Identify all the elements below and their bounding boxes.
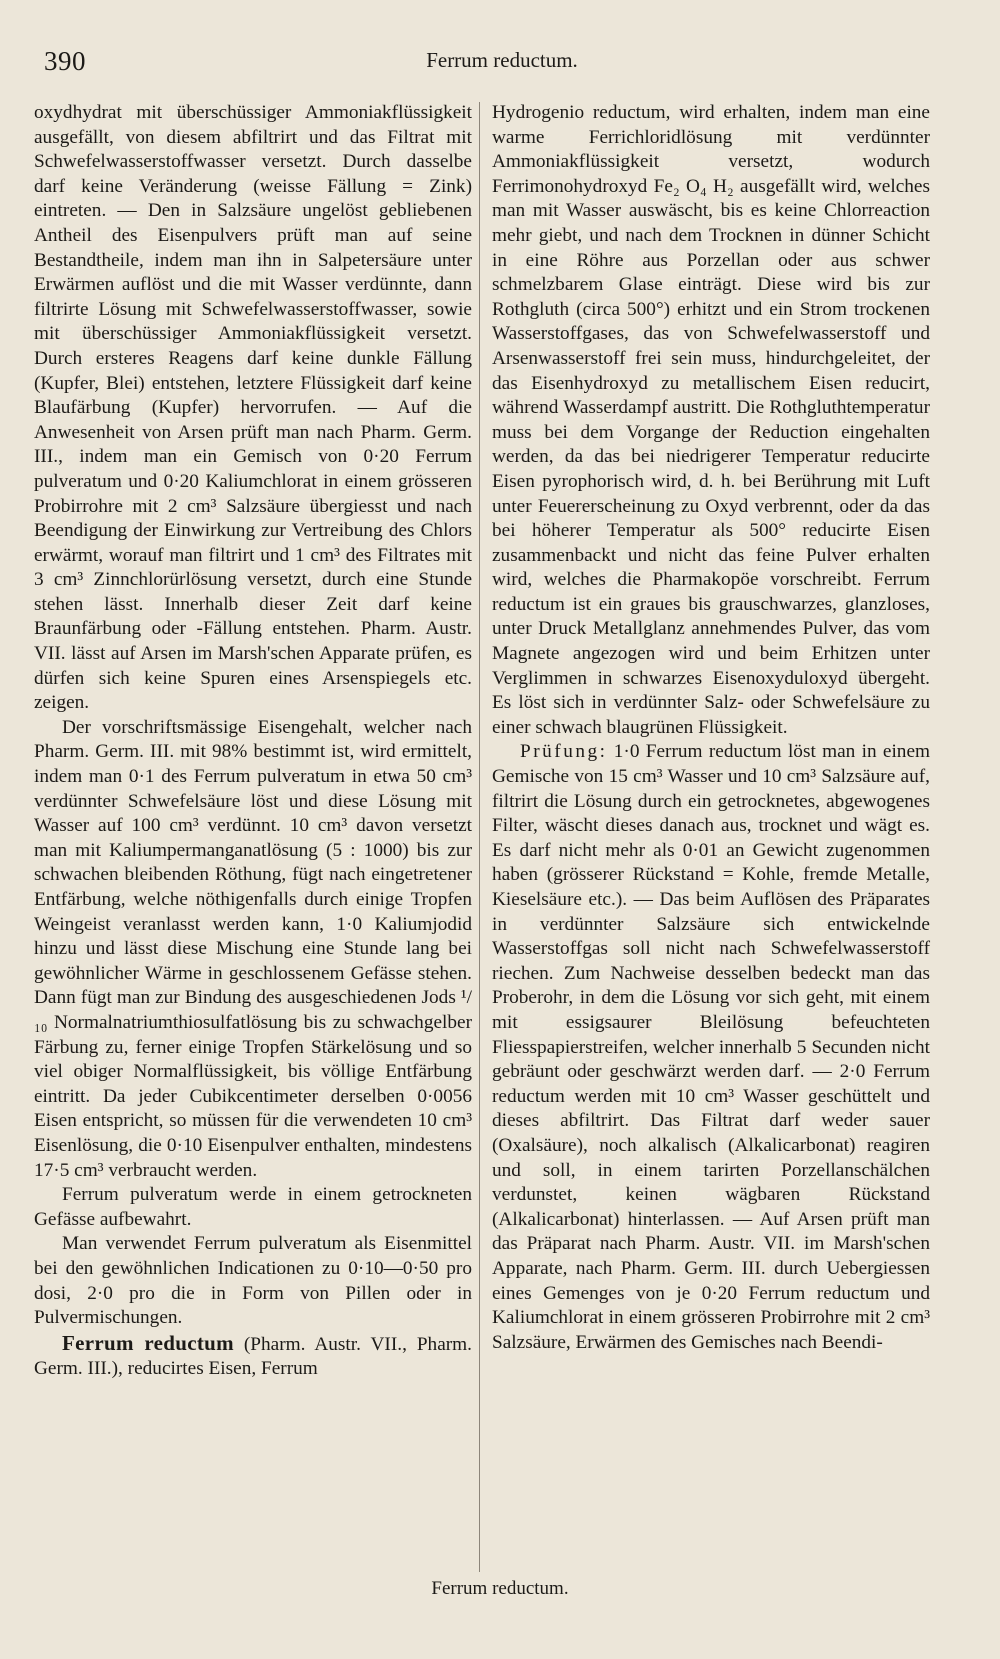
left-paragraph-4: Man verwendet Ferrum pulveratum als Eisenmittel bei den gewöhnlichen Indicationen zu 0·10—0·50 pro dosi, 2·0 pro die in Form von Pillen oder in Pulvermischungen. <box>34 1233 472 1329</box>
left-paragraph-1: oxydhydrat mit überschüssiger Ammoniakflüssigkeit ausgefällt, von diesem abfiltrirt und das Filtrat mit Schwefelwasserstoffwasser versetzt. Durch dasselbe darf keine Veränderung (weisse Fällung = Zink) eintreten. — Den in Salzsäure ungelöst gebliebenen Antheil des Eisenpulvers prüft man auf seine Bestandtheile, indem man ihn in Salpetersäure unter Erwärmen auflöst und die mit Wasser verdünnte, dann filtrirte Lösung mit Schwefelwasserstoffwasser, sowie mit überschüssiger Ammoniakflüssigkeit versetzt. Durch ersteres Reagens darf keine dunkle Fällung (Kupfer, Blei) entstehen, letztere Flüssigkeit darf keine Blaufärbung (Kupfer) hervorrufen. — Auf die Anwesenheit von Arsen prüft man nach Pharm. Germ. III., indem man ein Gemisch von 0·20 Ferrum pulveratum und 0·20 Kaliumchlorat in einem grösseren Probirrohre mit 2 cm³ Salzsäure übergiesst und nach Beendigung der Einwirkung zur Vertreibung des Chlors erwärmt, worauf man filtrirt und 1 cm³ des Filtrates mit 3 cm³ Zinnchlorürlösung versetzt, durch eine Stunde stehen lässt. Innerhalb dieser Zeit darf keine Braunfärbung oder -Fällung entstehen. Pharm. Austr. VII. lässt auf Arsen im Marsh'schen Apparate prüfen, es dürfen sich keine Spuren eines Arsenspiegels etc. zeigen. <box>34 102 472 714</box>
pruefung-label: Prüfung: <box>520 741 608 763</box>
left-column <box>34 101 472 1382</box>
running-head: Ferrum reductum. <box>426 48 578 72</box>
page-number: 390 <box>44 46 86 76</box>
left-paragraph-5-text: (Pharm. Austr. VII., Pharm. Germ. III.), reducirtes Eisen, Ferrum <box>34 1333 472 1380</box>
left-paragraph-2: Der vorschriftsmässige Eisengehalt, welcher nach Pharm. Germ. III. mit 98% bestimmt ist, wird ermittelt, indem man 0·1 des Ferrum pulveratum in etwa 50 cm³ verdünnter Schwefelsäure löst und diese Lösung mit Wasser auf 100 cm³ verdünnt. 10 cm³ davon versetzt man mit Kaliumpermanganatlösung (5 : 1000) bis zur schwachen bleibenden Röthung, fügt nach eingetretener Entfärbung, welche nöthigenfalls durch einige Tropfen Weingeist veranlasst werden kann, 1·0 Kaliumjodid hinzu und lässt diese Mischung eine Stunde lang bei gewöhnlicher Wärme in geschlossenem Gefässe stehen. Dann fügt man zur Bindung des ausgeschiedenen Jods ¹/₁₀ Normalnatriumthiosulfatlösung bis zu schwachgelber Färbung zu, ferner einige Tropfen Stärkelösung und so viel obiger Normalflüssigkeit, bis völlige Entfärbung eintritt. Da jeder Cubikcentimeter derselben 0·0056 Eisen entspricht, so müssen für die verwendeten 10 cm³ Eisenlösung, die 0·10 Eisenpulver enthalten, mindestens 17·5 cm³ verbraucht werden. <box>34 716 472 1181</box>
right-paragraph-1: Hydrogenio reductum, wird erhalten, indem man eine warme Ferrichloridlösung mit verdünnter Ammoniakflüssigkeit versetzt, wodurch Ferrimonohydroxyd Fe₂ O₄ H₂ ausgefällt wird, welches man mit Wasser auswäscht, bis es keine Chlorreaction mehr giebt, und nach dem Trocknen in dünner Schicht in eine Röhre aus Porzellan oder aus schwer schmelzbarem Glase einträgt. Diese wird bis zur Rothgluth (circa 500°) erhitzt und ein Strom trockenen Wasserstoffgases, das von Schwefelwasserstoff und Arsenwasserstoff frei sein muss, hindurchgeleitet, der das Eisenhydroxyd zu metallischem Eisen reducirt, während Wasserdampf austritt. Die Rothgluthtemperatur muss bei dem Vorgange der Reduction eingehalten werden, da das bei niedrigerer Temperatur reducirte Eisen pyrophorisch wird, d. h. bei Berührung mit Luft unter Feuererscheinung zu Oxyd verbrennt, oder da das bei höherer Temperatur als 500° reducirte Eisen zusammenbackt und nicht das feine Pulver erhalten wird, welches die Pharmakopöe vorschreibt. Ferrum reductum ist ein graues bis grauschwarzes, glanzloses, unter Druck Metallglanz annehmendes Pulver, das vom Magnete angezogen wird und beim Erhitzen unter Verglimmen in schwarzes Eisenoxyduloxyd übergeht. Es löst sich in verdünnter Salz- oder Schwefelsäure zu einer schwach blaugrünen Flüssigkeit. <box>492 102 930 738</box>
left-paragraph-5 <box>34 1331 472 1382</box>
column-divider <box>479 102 480 1572</box>
page-header <box>44 38 960 78</box>
right-paragraph-2-text: 1·0 Ferrum reductum löst man in einem Gemische von 15 cm³ Wasser und 10 cm³ Salzsäure auf, filtrirt die Lösung durch ein getrocknetes, abgewogenes Filter, wäscht dieses danach aus, trocknet und wägt es. Es darf nicht mehr als 0·01 an Gewicht zugenommen haben (grösserer Rückstand = Kohle, fremde Metalle, Kieselsäure etc.). — Das beim Auflösen des Präparates in verdünnter Salzsäure sich entwickelnde Wasserstoffgas soll nicht nach Schwefelwasserstoff riechen. Zum Nachweise desselben bedeckt man das Proberohr, in dem die Lösung vor sich geht, mit einem mit essigsaurer Bleilösung befeuchteten Fliesspapierstreifen, welcher innerhalb 5 Secunden nicht gebräunt oder geschwärzt werden darf. — 2·0 Ferrum reductum werden mit 10 cm³ Wasser geschüttelt und dieses abfiltrirt. Das Filtrat darf weder sauer (Oxalsäure), noch alkalisch (Alkalicarbonat) reagiren und soll, in einem tarirten Porzellanschälchen verdunstet, keinen wägbaren Rückstand (Alkalicarbonat) hinterlassen. — Auf Arsen prüft man das Präparat nach Pharm. Austr. VII. im Marsh'schen Apparate, nach Pharm. Germ. III. durch Uebergiessen eines Gemenges von je 0·20 Ferrum reductum und Kaliumchlorat in einem grösseren Probirrohre mit 2 cm³ Salzsäure, Erwärmen des Gemisches nach Beendi- <box>492 741 930 1353</box>
section-heading-ferrum-reductum: Ferrum reductum <box>62 1330 234 1355</box>
right-column <box>492 101 930 1355</box>
catchword: Ferrum reductum. <box>431 1578 569 1599</box>
left-paragraph-3: Ferrum pulveratum werde in einem getrockneten Gefässe aufbewahrt. <box>34 1184 472 1230</box>
right-paragraph-2 <box>492 740 930 1355</box>
